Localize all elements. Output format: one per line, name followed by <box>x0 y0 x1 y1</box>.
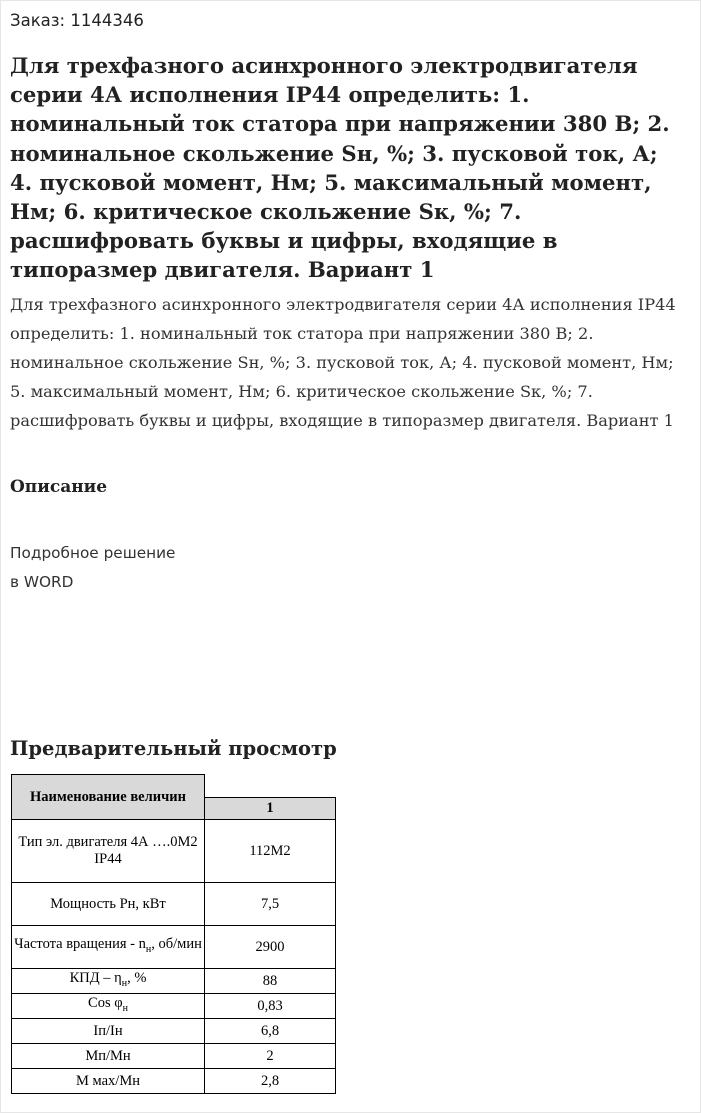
preview-heading: Предварительный просмотр <box>10 737 337 760</box>
row-value: 88 <box>205 969 336 994</box>
row-name: Частота вращения - $n_н$, об/мин <box>12 926 205 969</box>
table-row <box>12 883 336 926</box>
description-heading: Описание <box>10 477 108 497</box>
table-row <box>12 994 336 1019</box>
row-name: Iп/Iн <box>12 1019 205 1044</box>
table-row <box>12 820 336 883</box>
row-name: КПД – $\eta_н$, % <box>12 969 205 994</box>
row-value: 112М2 <box>205 820 336 883</box>
table-row <box>12 1019 336 1044</box>
table-row <box>12 926 336 969</box>
table-header-name: Наименование величин <box>12 775 205 820</box>
task-description: Для трехфазного асинхронного электродвигателя серии 4А исполнения IP44 определить: 1. номинальный ток статора при напряжении 380 В; 2. номинальное скольжение Sн, %; 3. пусковой ток, А; 4. пусковой момент, Нм; 5. максимальный момент, Нм; 6. критическое скольжение Sк, %; 7. расшифровать буквы и цифры, входящие в типоразмер двигателя. Вариант 1 <box>10 295 676 430</box>
solution-line-1: Подробное решение <box>10 544 176 562</box>
row-value: 2,8 <box>205 1069 336 1094</box>
table-row <box>12 1069 336 1094</box>
table-header-column: 1 <box>205 798 336 820</box>
row-value: 2900 <box>205 926 336 969</box>
row-name: Мощность Рн, кВт <box>12 883 205 926</box>
row-name: Мп/Мн <box>12 1044 205 1069</box>
row-value: 6,8 <box>205 1019 336 1044</box>
table-header-row <box>12 775 336 798</box>
row-name: Cos $\varphi_н$ <box>12 994 205 1019</box>
parameters-table <box>11 774 336 1094</box>
row-value: 0,83 <box>205 994 336 1019</box>
row-value: 7,5 <box>205 883 336 926</box>
table-row <box>12 1044 336 1069</box>
row-name: Тип эл. двигателя 4А ….0М2 IP44 <box>12 820 205 883</box>
order-number: Заказ: 1144346 <box>10 11 144 30</box>
table-header-blank <box>205 775 336 798</box>
page-title: Для трехфазного асинхронного электродвигателя серии 4А исполнения IP44 определить: 1. номинальный ток статора при напряжении 380 В; 2. номинальное скольжение Sн, %; 3. пусковой ток, А; 4. пусковой момент, Нм; 5. максимальный момент, Нм; 6. критическое скольжение Sк, %; 7. расшифровать буквы и цифры, входящие в типоразмер двигателя. Вариант 1 <box>10 53 670 283</box>
row-name: М мах/Мн <box>12 1069 205 1094</box>
table-row <box>12 969 336 994</box>
row-value: 2 <box>205 1044 336 1069</box>
solution-info <box>10 539 175 597</box>
solution-line-2: в WORD <box>10 573 74 591</box>
